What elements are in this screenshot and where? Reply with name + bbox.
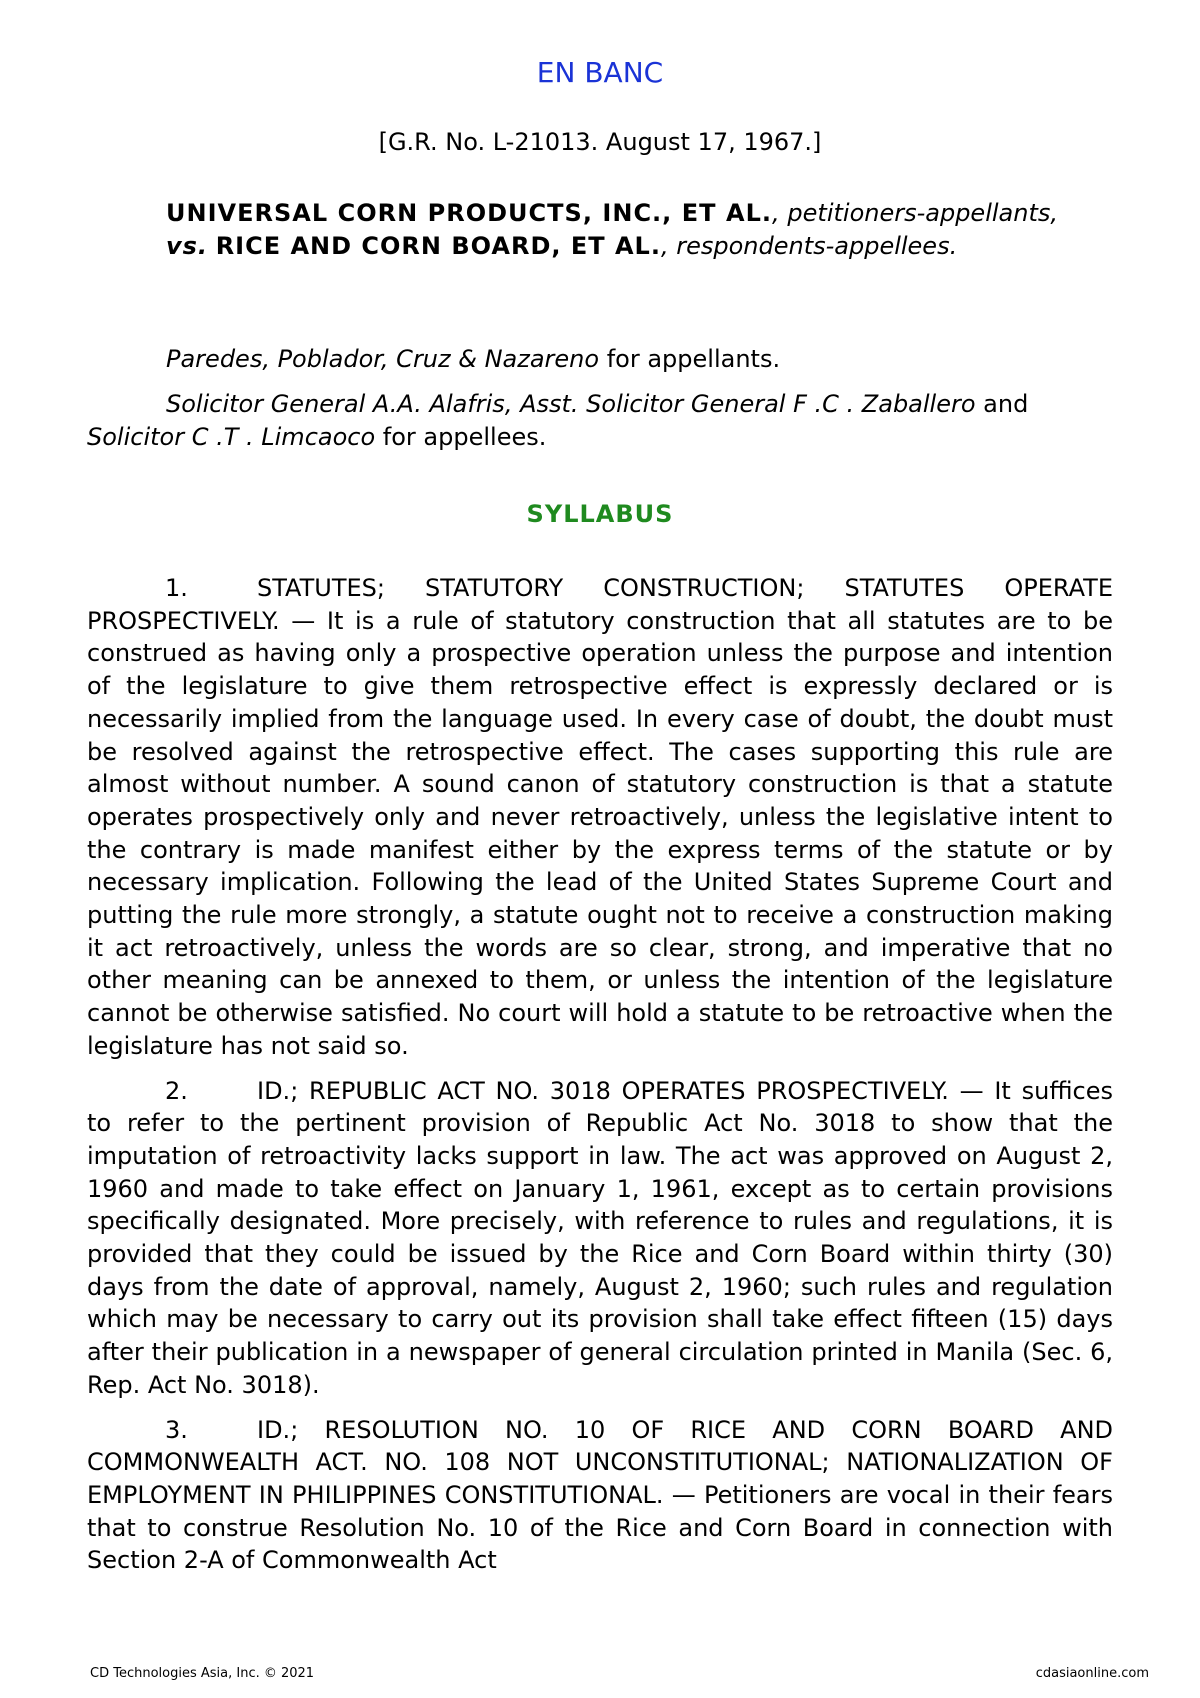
court-division-heading: EN BANC [536, 56, 664, 89]
syllabus-item-number: 2. [165, 1076, 188, 1105]
footer-copyright: CD Technologies Asia, Inc. © 2021 [90, 1666, 315, 1681]
syllabus-item-text: ID.; RESOLUTION NO. 10 OF RICE AND CORN BOARD AND COMMONWEALTH ACT. NO. 108 NOT UNCONSTITUTIONAL; NATIONALIZATION OF EMPLOYMENT IN PHILIPPINES CONSTITUTIONAL. — Petitioners are vocal in their fears that to construe Resolution No. 10 of the Rice and Corn Board in connection with Section 2-A of Commonwealth Act [87, 1415, 1113, 1575]
syllabus-item-text: STATUTES; STATUTORY CONSTRUCTION; STATUTES OPERATE PROSPECTIVELY. — It is a rule of statutory construction that all statutes are to be construed as having only a prospective operation unless the purpose and intention of the legislature to give them retrospective effect is expressly declared or is necessarily implied from the language used. In every case of doubt, the doubt must be resolved against the retrospective effect. The cases supporting this rule are almost without number. A sound canon of statutory construction is that a statute operates prospectively only and never retroactively, unless the legislative intent to the contrary is made manifest either by the express terms of the statute or by necessary implication. Following the lead of the United States Supreme Court and putting the rule more strongly, a statute ought not to receive a construction making it act retroactively, unless the words are so clear, strong, and imperative that no other meaning can be annexed to them, or unless the intention of the legislature cannot be otherwise satisfied. No court will hold a statute to be retroactive when the legislature has not said so. [87, 574, 1113, 1060]
appellants-counsel-names: Paredes, Poblador, Cruz & Nazareno [166, 345, 600, 373]
respondent-role: , respondents-appellees. [660, 232, 958, 260]
footer-website: cdasiaonline.com [1035, 1666, 1149, 1681]
case-parties [166, 197, 1058, 263]
petitioner-name: UNIVERSAL CORN PRODUCTS, INC., ET AL. [166, 199, 773, 227]
appellees-counsel [87, 388, 1096, 454]
syllabus-item-2 [87, 1075, 1113, 1402]
case-number: [G.R. No. L-21013. August 17, 1967.] [378, 128, 822, 156]
syllabus-item-number: 1. [165, 574, 188, 602]
appellees-counsel-names-2: Solicitor C .T . Limcaoco [87, 423, 376, 451]
syllabus-items [87, 572, 1113, 1589]
syllabus-item-1 [87, 572, 1113, 1063]
petitioner-role: , petitioners-appellants, [772, 199, 1058, 227]
syllabus-heading: SYLLABUS [526, 500, 674, 528]
syllabus-item-text: ID.; REPUBLIC ACT NO. 3018 OPERATES PROSPECTIVELY. — It suffices to refer to the pertinent provision of Republic Act No. 3018 to show that the imputation of retroactivity lacks support in law. The act was approved on August 2, 1960 and made to take effect on January 1, 1961, except as to certain provisions specifically designated. More precisely, with reference to rules and regulations, it is provided that they could be issued by the Rice and Corn Board within thirty (30) days from the date of approval, namely, August 2, 1960; such rules and regulation which may be necessary to carry out its provision shall take effect fifteen (15) days after their publication in a newspaper of general circulation printed in Manila (Sec. 6, Rep. Act No. 3018). [87, 1076, 1113, 1399]
appellees-counsel-names-1: Solicitor General A.A. Alafris, Asst. Solicitor General F .C . Zaballero [166, 390, 976, 418]
appellants-counsel-suffix: for appellants. [599, 345, 781, 373]
appellees-counsel-suffix: for appellees. [375, 423, 547, 451]
syllabus-item-number: 3. [165, 1415, 188, 1444]
appellants-counsel [166, 343, 1096, 376]
versus-label: vs. [166, 232, 209, 260]
respondent-name: RICE AND CORN BOARD, ET AL. [215, 232, 661, 260]
appellees-counsel-and: and [975, 390, 1029, 418]
syllabus-item-3 [87, 1414, 1113, 1578]
